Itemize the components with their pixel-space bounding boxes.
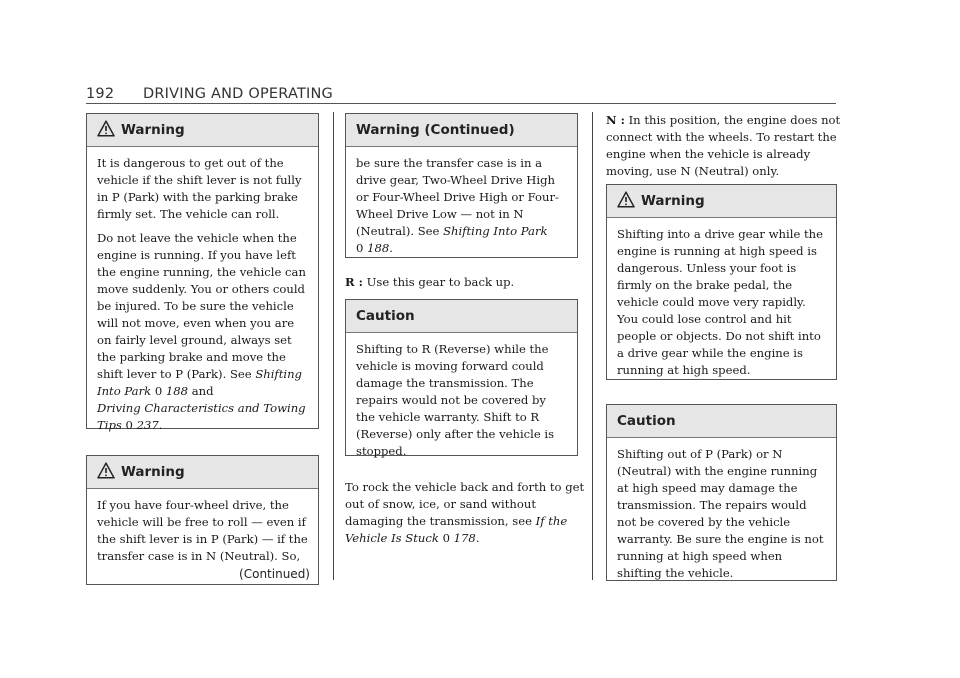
page-number: 192 [86, 86, 115, 102]
page-ref-188[interactable]: 188 [367, 241, 390, 255]
link-shifting-into-park[interactable]: Shifting Into Park [97, 367, 302, 398]
warning-box-body [346, 147, 577, 257]
page-reference-icon: 0 [125, 418, 133, 432]
warning-paragraph: If you have four-wheel drive, the vehicle will be free to roll — even if the shift lever is in P (Park) — if the transfer case is in N (Neutral). So, [97, 498, 308, 563]
reverse-gear-paragraph [345, 274, 585, 291]
neutral-gear-text: In this position, the engine does not connect with the wheels. To restart the engine when the vehicle is already moving, use N (Neutral) only. [606, 113, 841, 178]
neutral-gear-label: N : [606, 113, 625, 127]
warning-paragraph-2-text: Do not leave the vehicle when the engine is running. If you have left the engine running, the vehicle can move suddenly. You or others could be injured. To be sure the vehicle will not move, even when you are on fairly level ground, always set the parking brake and move the shift lever to P (Park). See [97, 231, 306, 381]
caution-text: Shifting to R (Reverse) while the vehicle is moving forward could damage the transmission. The repairs would not be covered by the vehicle warranty. Shift to R (Reverse) only after the vehicle is stopped. [356, 342, 555, 458]
page-ref-188[interactable]: 188 [165, 384, 189, 398]
warning-box-body [87, 489, 318, 565]
and-text: and [188, 384, 214, 398]
warning-paragraph-1: It is dangerous to get out of the vehicle if the shift lever is not fully in P (Park) with the parking brake firmly set. The vehicle can roll. [97, 156, 302, 221]
column-divider-1 [333, 112, 334, 580]
caution-box-header [346, 300, 577, 333]
caution-box-header [607, 405, 836, 438]
caution-title: Caution [356, 308, 415, 324]
rock-vehicle-paragraph [345, 479, 585, 547]
warning-paragraph-2 [97, 230, 308, 434]
warning-title: Warning [641, 193, 705, 209]
warning-box-four-wheel [86, 455, 319, 585]
caution-box-body [607, 438, 836, 582]
link-if-vehicle-stuck[interactable]: If the Vehicle Is Stuck [345, 514, 568, 545]
page-ref-178[interactable]: 178 [453, 531, 476, 545]
caution-box-park-neutral [606, 404, 837, 581]
warning-continued-box [345, 113, 578, 258]
link-driving-characteristics[interactable]: Driving Characteristics and Towing Tips [97, 401, 306, 432]
header-divider [86, 103, 836, 104]
caution-box-body [346, 333, 577, 460]
warning-triangle-icon [97, 462, 115, 479]
page-reference-icon: 0 [356, 241, 364, 255]
warning-title: Warning [121, 464, 185, 480]
warning-triangle-icon [617, 191, 635, 208]
caution-text: Shifting out of P (Park) or N (Neutral) with the engine running at high speed may damage the transmission. The repairs would not be covered by the vehicle warranty. Be sure the engine is not running at high speed when shifting the vehicle. [617, 447, 824, 580]
warning-continued-text [356, 155, 567, 257]
page-reference-icon: 0 [442, 531, 450, 545]
section-title: DRIVING AND OPERATING [143, 86, 333, 102]
reverse-gear-label: R : [345, 275, 363, 289]
period-text: . [389, 241, 393, 255]
reverse-gear-text: Use this gear to back up. [362, 275, 515, 289]
link-shifting-into-park[interactable]: Shifting Into Park [443, 224, 548, 238]
warning-box-header [607, 185, 836, 218]
caution-box-reverse [345, 299, 578, 456]
warning-continued-title: Warning (Continued) [356, 122, 515, 138]
warning-box-header [87, 456, 318, 489]
warning-box-body [607, 218, 836, 379]
warning-box-drive-gear [606, 184, 837, 380]
page-reference-icon: 0 [154, 384, 163, 398]
period-text: . [475, 531, 480, 545]
rock-vehicle-text: To rock the vehicle back and forth to get out of snow, ice, or sand without damaging the transmission, see [345, 480, 585, 528]
warning-triangle-icon [97, 120, 115, 137]
neutral-gear-paragraph [606, 112, 846, 180]
caution-title: Caution [617, 413, 676, 429]
page-ref-237[interactable]: 237 [136, 418, 159, 432]
column-divider-2 [592, 112, 593, 580]
warning-box-header [346, 114, 577, 147]
warning-text: Shifting into a drive gear while the engine is running at high speed is dangerous. Unless your foot is firmly on the brake pedal, the vehicle could move very rapidly. You could lose control and hit people or objects. Do not shift into a drive gear while the engine is running at high speed. [617, 227, 823, 377]
warning-title: Warning [121, 122, 185, 138]
warning-box-body [87, 147, 318, 434]
warning-box-park [86, 113, 319, 432]
warning-continued-main: be sure the transfer case is in a drive gear, Two-Wheel Drive High or Four-Wheel Drive High or Four-Wheel Drive Low — not in N (Neutral). See [356, 156, 559, 238]
continued-label: (Continued) [239, 567, 310, 581]
warning-box-header [87, 114, 318, 147]
period-text: . [158, 418, 163, 432]
